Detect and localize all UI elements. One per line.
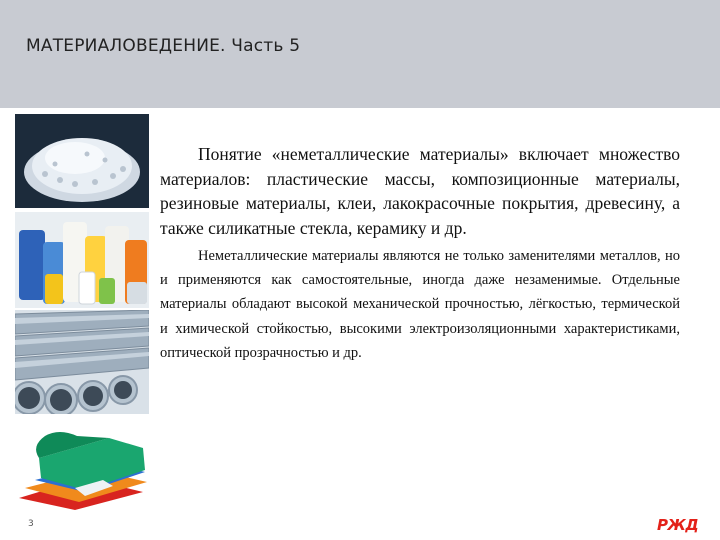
body-text [160, 142, 680, 365]
slide-title: МАТЕРИАЛОВЕДЕНИЕ. Часть 5 [26, 36, 301, 56]
paragraph-definition: Понятие «неметаллические материалы» включает множество материалов: пластические массы, композиционные материалы, резиновые материалы, клеи, лакокрасочные покрытия, древесину, а также силикатные стекла, керамику и др. [160, 144, 680, 238]
plastic-sheets-photo [15, 418, 149, 510]
rzd-logo: РЖД [657, 516, 699, 534]
page-number: 3 [28, 519, 34, 529]
paragraph-properties: Неметаллические материалы являются не только заменителями металлов, но и применяются как самостоятельные, иногда даже незаменимые. Отдельные материалы обладают высокой механической прочностью, лёгкостью, термической и химической стойкостью, высокими электроизоляционными характеристиками, оптической прозрачностью и др. [160, 248, 680, 361]
plastic-granules-photo [15, 114, 149, 208]
header-bar [0, 0, 720, 108]
plastic-pipes-photo [15, 310, 149, 414]
plastic-containers-photo [15, 212, 149, 308]
